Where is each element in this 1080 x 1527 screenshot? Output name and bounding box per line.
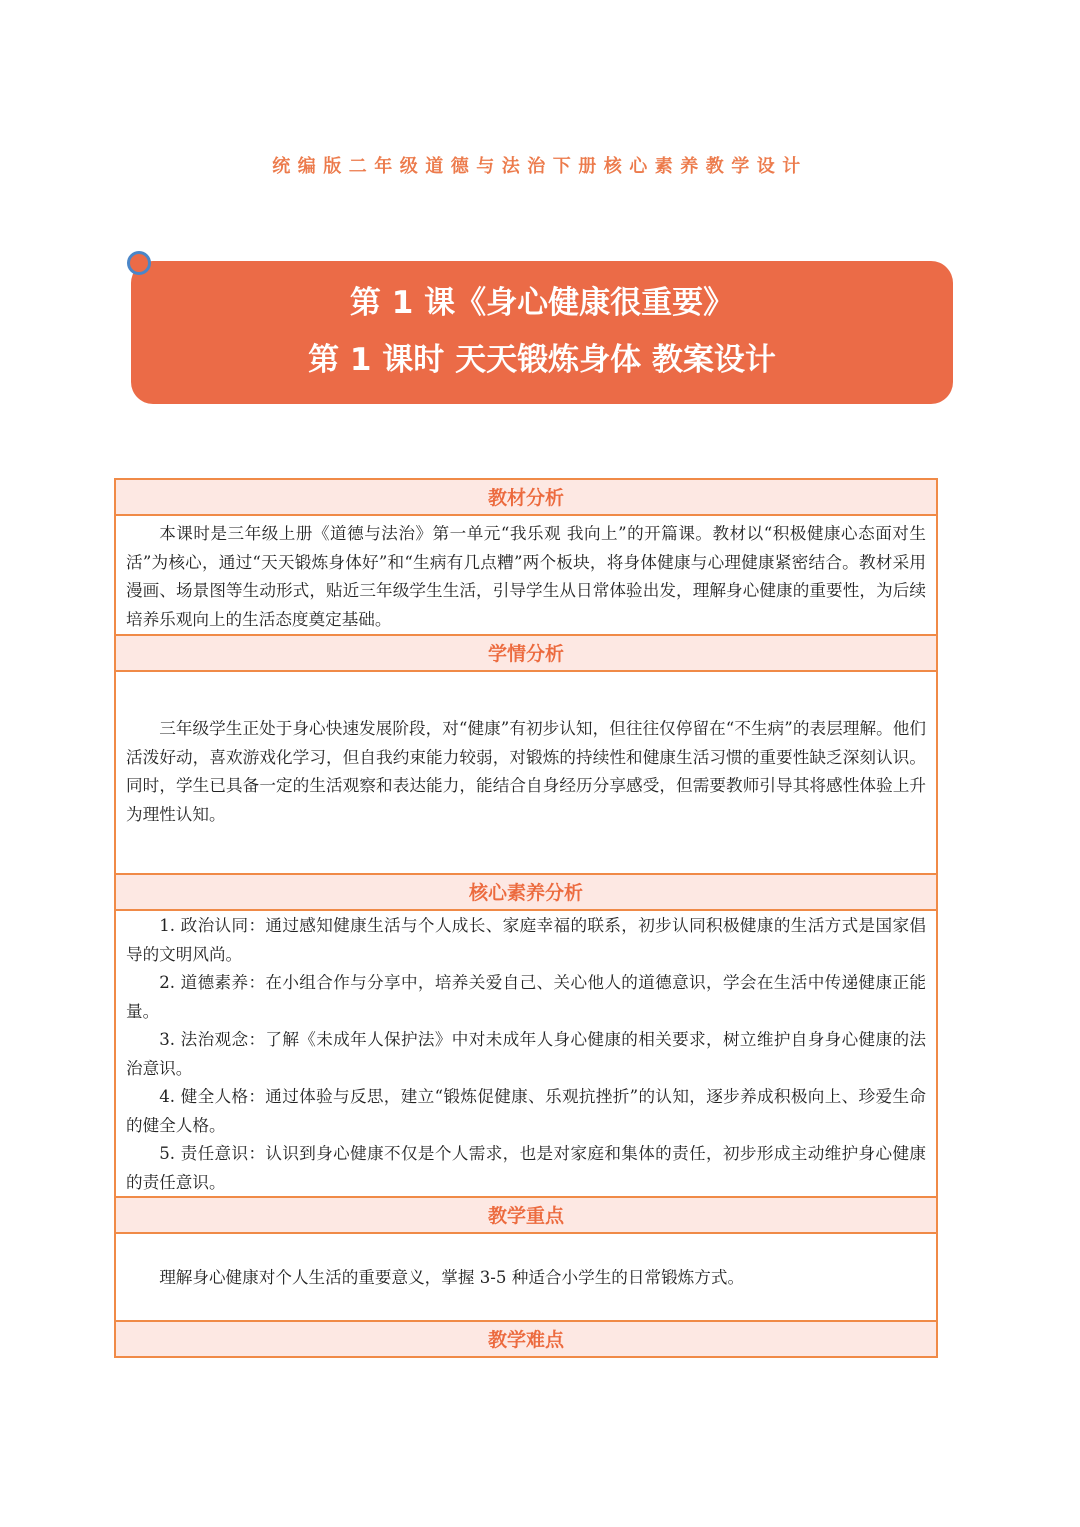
core-literacy-item: 5. 责任意识：认识到身心健康不仅是个人需求，也是对家庭和集体的责任，初步形成主动维护身心健康的责任意识。	[126, 1144, 926, 1192]
lesson-plan-table	[114, 478, 938, 1358]
student-analysis-paragraph: 三年级学生正处于身心快速发展阶段，对“健康”有初步认知，但往往仅停留在“不生病”的表层理解。他们活泼好动，喜欢游戏化学习，但自我约束能力较弱，对锻炼的持续性和健康生活习惯的重要性缺乏深刻认识。同时，学生已具备一定的生活观察和表达能力，能结合自身经历分享感受，但需要教师引导其将感性体验上升为理性认知。	[126, 719, 926, 824]
section-body-key-points	[116, 1234, 936, 1322]
key-points-paragraph: 理解身心健康对个人生活的重要意义，掌握 3-5 种适合小学生的日常锻炼方式。	[159, 1268, 745, 1287]
section-body-student-analysis	[116, 672, 936, 875]
section-body-core-literacy	[116, 911, 936, 1198]
lesson-title-banner	[131, 261, 953, 404]
lesson-subtitle: 第 1 课时 天天锻炼身体 教案设计	[308, 342, 776, 378]
section-heading-key-points: 教学重点	[116, 1198, 936, 1234]
banner-dot-icon	[127, 251, 151, 275]
lesson-title: 第 1 课《身心健康很重要》	[349, 285, 735, 321]
section-heading-textbook-analysis: 教材分析	[116, 480, 936, 516]
textbook-analysis-paragraph: 本课时是三年级上册《道德与法治》第一单元“我乐观 我向上”的开篇课。教材以“积极健康心态面对生活”为核心，通过“天天锻炼身体好”和“生病有几点糟”两个板块，将身体健康与心理健康紧密结合。教材采用漫画、场景图等生动形式，贴近三年级学生生活，引导学生从日常体验出发，理解身心健康的重要性，为后续培养乐观向上的生活态度奠定基础。	[126, 524, 926, 629]
core-literacy-item: 2. 道德素养：在小组合作与分享中，培养关爱自己、关心他人的道德意识，学会在生活中传递健康正能量。	[126, 973, 926, 1021]
core-literacy-item: 1. 政治认同：通过感知健康生活与个人成长、家庭幸福的联系，初步认同积极健康的生活方式是国家倡导的文明风尚。	[126, 916, 926, 964]
document-header-title: 统编版二年级道德与法治下册核心素养教学设计	[272, 156, 808, 177]
section-heading-difficult-points: 教学难点	[116, 1322, 936, 1358]
core-literacy-item: 3. 法治观念：了解《未成年人保护法》中对未成年人身心健康的相关要求，树立维护自身身心健康的法治意识。	[126, 1030, 926, 1078]
section-heading-student-analysis: 学情分析	[116, 636, 936, 672]
section-heading-core-literacy: 核心素养分析	[116, 875, 936, 911]
core-literacy-item: 4. 健全人格：通过体验与反思，建立“锻炼促健康、乐观抗挫折”的认知，逐步养成积极向上、珍爱生命的健全人格。	[126, 1087, 926, 1135]
section-body-textbook-analysis	[116, 516, 936, 636]
